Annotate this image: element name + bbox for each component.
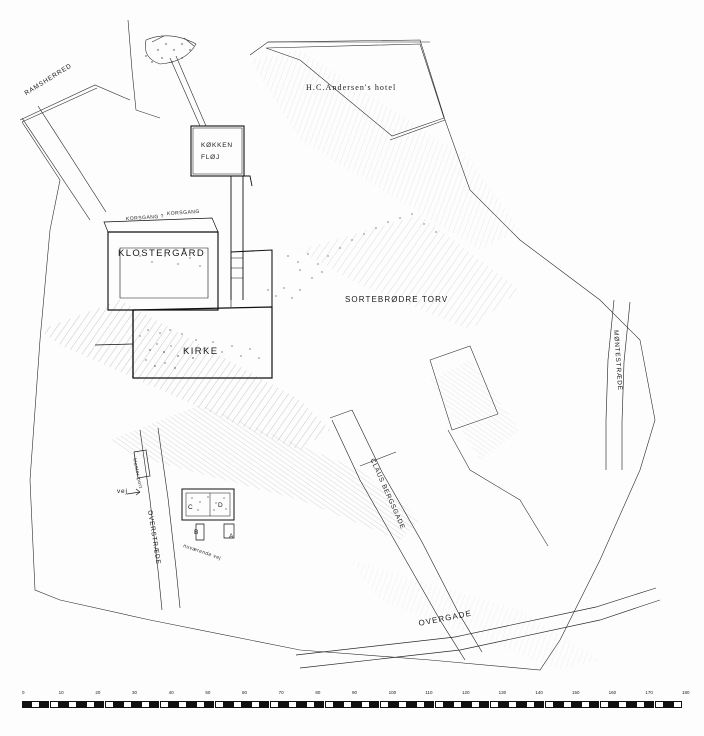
kokken-floj-connector bbox=[231, 176, 252, 300]
scale-tick bbox=[86, 701, 95, 708]
scale-tick bbox=[398, 701, 407, 708]
scale-number: 120 bbox=[462, 690, 470, 695]
scale-tick bbox=[664, 701, 673, 708]
scale-tick bbox=[123, 701, 132, 708]
scale-number: 90 bbox=[352, 690, 358, 695]
scale-tick bbox=[325, 701, 334, 708]
scale-tick bbox=[361, 701, 370, 708]
scale-tick bbox=[389, 701, 398, 708]
marker-d: D bbox=[218, 502, 224, 509]
scale-tick bbox=[453, 701, 462, 708]
scale-tick bbox=[233, 701, 242, 708]
marker-c: C bbox=[188, 504, 194, 511]
scale-tick bbox=[169, 701, 178, 708]
scale-number: 50 bbox=[205, 690, 211, 695]
scale-tick bbox=[590, 701, 599, 708]
label-kokken-floj-line1: KØKKEN bbox=[201, 142, 233, 149]
street-lines bbox=[22, 106, 660, 668]
scale-tick bbox=[279, 701, 288, 708]
scale-tick bbox=[242, 701, 251, 708]
building-kokken-floj bbox=[191, 126, 244, 176]
scale-tick bbox=[618, 701, 627, 708]
scale-tick bbox=[563, 701, 572, 708]
scale-tick bbox=[196, 701, 205, 708]
scale-tick bbox=[444, 701, 453, 708]
label-kloster-port: kloster port bbox=[131, 457, 144, 490]
scale-tick bbox=[636, 701, 645, 708]
label-korsgang-small: KORSGANG ? bbox=[125, 213, 165, 223]
scale-number: 0 bbox=[22, 690, 25, 695]
scale-number: 40 bbox=[168, 690, 174, 695]
building-klostergaard bbox=[104, 218, 218, 310]
scale-tick bbox=[260, 701, 269, 708]
scale-tick bbox=[31, 701, 40, 708]
scale-number: 30 bbox=[132, 690, 138, 695]
label-korsgang: KORSGANG bbox=[166, 208, 201, 218]
scale-tick bbox=[306, 701, 315, 708]
scale-tick bbox=[50, 701, 59, 708]
scale-tick bbox=[40, 701, 49, 708]
scale-tick bbox=[22, 701, 31, 708]
scale-tick bbox=[95, 701, 104, 708]
scale-tick bbox=[114, 701, 123, 708]
scale-number: 60 bbox=[242, 690, 248, 695]
scale-tick bbox=[508, 701, 517, 708]
scale-tick bbox=[517, 701, 526, 708]
scale-tick bbox=[215, 701, 224, 708]
scale-tick bbox=[609, 701, 618, 708]
scale-number: 160 bbox=[608, 690, 617, 695]
scale-number: 180 bbox=[682, 690, 690, 695]
label-kokken-floj-line2: FLØJ bbox=[201, 154, 221, 161]
scale-tick bbox=[554, 701, 563, 708]
scale-tick bbox=[132, 701, 141, 708]
scale-tick bbox=[416, 701, 425, 708]
scale-tick bbox=[370, 701, 379, 708]
scale-tick bbox=[297, 701, 306, 708]
scale-bar-numbers bbox=[18, 690, 688, 698]
scale-tick bbox=[572, 701, 581, 708]
label-overstraede: OVERSTRÆDE bbox=[146, 509, 162, 566]
top-trench-sketch bbox=[145, 36, 206, 126]
scale-tick bbox=[288, 701, 297, 708]
scale-tick bbox=[435, 701, 444, 708]
scale-number: 20 bbox=[95, 690, 101, 695]
scale-number: 110 bbox=[425, 690, 433, 695]
label-kirke: KIRKE bbox=[183, 346, 219, 357]
marker-a: A bbox=[229, 533, 235, 540]
scale-tick bbox=[526, 701, 535, 708]
scale-tick bbox=[655, 701, 664, 708]
scale-tick bbox=[150, 701, 159, 708]
scale-number: 150 bbox=[572, 690, 580, 695]
scale-tick bbox=[425, 701, 434, 708]
scale-tick bbox=[343, 701, 352, 708]
scale-number: 10 bbox=[58, 690, 64, 695]
scale-tick bbox=[59, 701, 68, 708]
scale-tick bbox=[490, 701, 499, 708]
label-sortebrodre-torv: SORTEBRØDRE TORV bbox=[345, 295, 449, 304]
scale-bar bbox=[22, 700, 682, 708]
scale-tick bbox=[270, 701, 279, 708]
label-overgade: OVERGADE bbox=[417, 608, 473, 628]
marker-b: B bbox=[194, 529, 200, 536]
scale-tick bbox=[499, 701, 508, 708]
scale-tick bbox=[68, 701, 77, 708]
scale-tick bbox=[581, 701, 590, 708]
scale-tick bbox=[471, 701, 480, 708]
scale-number: 130 bbox=[498, 690, 507, 695]
label-nuvaerende-vej: nuværende vej bbox=[182, 543, 222, 562]
scale-tick bbox=[407, 701, 416, 708]
scale-tick bbox=[627, 701, 636, 708]
scale-tick bbox=[178, 701, 187, 708]
scale-tick bbox=[77, 701, 86, 708]
label-hc-andersens-hotel: H.C.Andersen's hotel bbox=[306, 83, 397, 92]
scale-tick bbox=[141, 701, 150, 708]
scale-tick bbox=[600, 701, 609, 708]
scale-tick bbox=[205, 701, 214, 708]
scale-tick bbox=[224, 701, 233, 708]
scale-tick bbox=[462, 701, 471, 708]
label-vej: vej bbox=[117, 488, 128, 495]
terrain-hatching bbox=[40, 50, 600, 670]
scale-number: 140 bbox=[535, 690, 543, 695]
scale-number: 80 bbox=[315, 690, 321, 695]
scale-tick bbox=[545, 701, 554, 708]
scale-tick bbox=[480, 701, 489, 708]
scale-tick bbox=[535, 701, 544, 708]
scale-number: 170 bbox=[645, 690, 653, 695]
label-moentestraede: MØNTESTRÆDE bbox=[612, 329, 624, 392]
scale-tick bbox=[352, 701, 361, 708]
scale-tick bbox=[645, 701, 654, 708]
label-ramsherred: RAMSHERRED bbox=[23, 62, 74, 98]
scale-tick bbox=[160, 701, 169, 708]
scale-tick bbox=[251, 701, 260, 708]
scale-tick bbox=[187, 701, 196, 708]
scale-tick bbox=[380, 701, 389, 708]
scale-number: 100 bbox=[388, 690, 397, 695]
scale-tick bbox=[315, 701, 324, 708]
scale-tick bbox=[334, 701, 343, 708]
scale-tick bbox=[673, 701, 682, 708]
label-claus-bergsgade: CLAUS BERGSGADE bbox=[368, 457, 407, 531]
scale-tick bbox=[105, 701, 114, 708]
label-klostergaard: KLOSTERGÅRD bbox=[118, 248, 206, 259]
scale-number: 70 bbox=[278, 690, 284, 695]
